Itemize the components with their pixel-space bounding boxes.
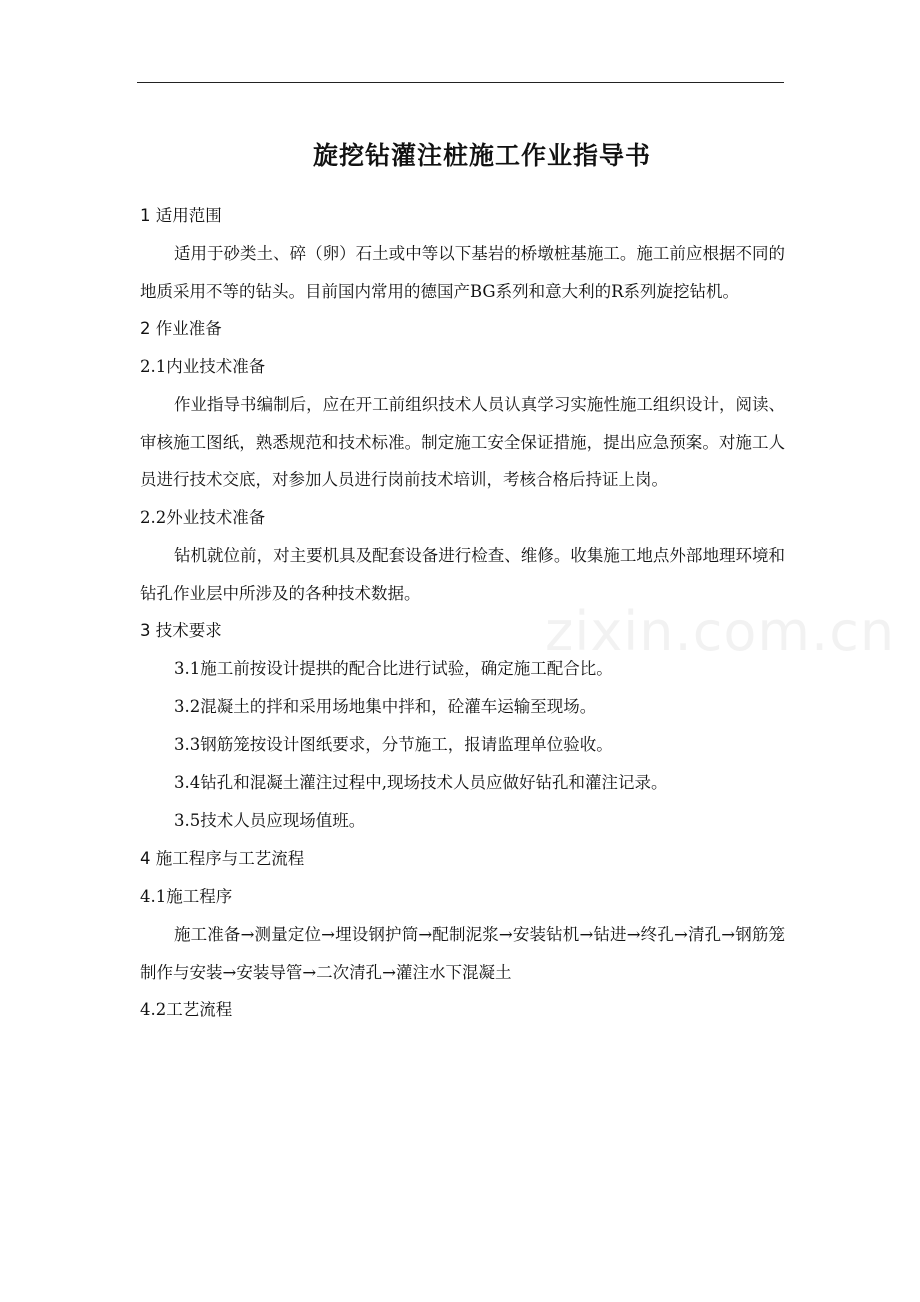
document-title: 旋挖钻灌注桩施工作业指导书 [312,141,651,170]
subsection-heading-4-2: 4.2工艺流程 [140,1000,233,1020]
subsection-2-1-paragraph: 作业指导书编制后，应在开工前组织技术人员认真学习实施性施工组织设计，阅读、审核施工图纸，熟悉规范和技术标准。制定施工安全保证措施，提出应急预案。对施工人员进行技术交底，对参加人员进行岗前技术培训，考核合格后持证上岗。 [140,395,785,490]
watermark: zixin.com.cn [545,600,896,663]
subsection-2-2-paragraph: 钻机就位前，对主要机具及配套设备进行检查、维修。收集施工地点外部地理环境和钻孔作业层中所涉及的各种技术数据。 [140,545,785,603]
requirement-item: 3.3钢筋笼按设计图纸要求，分节施工，报请监理单位验收。 [174,735,613,755]
subsection-4-1-paragraph: 施工准备→测量定位→埋设钢护筒→配制泥浆→安装钻机→钻进→终孔→清孔→钢筋笼制作与安装→安装导管→二次清孔→灌注水下混凝土 [140,925,785,982]
document-body [140,206,785,1038]
requirement-item: 3.2混凝土的拌和采用场地集中拌和，砼灌车运输至现场。 [174,697,597,717]
subsection-heading-2-2: 2.2外业技术准备 [140,507,266,527]
section-heading-4: 4 施工程序与工艺流程 [140,849,305,869]
subsection-heading-2-1: 2.1内业技术准备 [140,357,266,377]
header-rule [137,82,784,83]
section-heading-3: 3 技术要求 [140,621,222,641]
section-heading-2: 2 作业准备 [140,319,222,339]
requirement-item: 3.1施工前按设计提拱的配合比进行试验，确定施工配合比。 [174,659,613,679]
section-heading-1: 1 适用范围 [140,206,222,225]
requirement-item: 3.4钻孔和混凝土灌注过程中,现场技术人员应做好钻孔和灌注记录。 [174,773,668,793]
requirement-item: 3.5技术人员应现场值班。 [174,811,366,831]
subsection-heading-4-1: 4.1施工程序 [140,887,233,907]
section-1-paragraph: 适用于砂类土、碎（卵）石土或中等以下基岩的桥墩桩基施工。施工前应根据不同的地质采用不等的钻头。目前国内常用的德国产BG系列和意大利的R系列旋挖钻机。 [140,244,785,301]
